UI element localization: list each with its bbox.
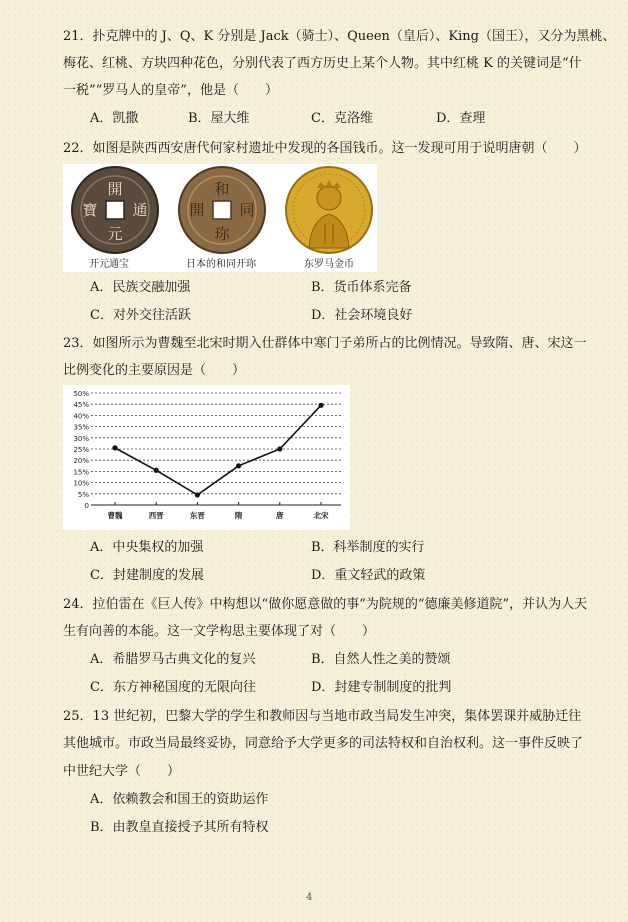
kaiyuan-char-top: 開	[107, 180, 123, 198]
x-tick-label: 曹魏	[107, 511, 123, 520]
q25-stem-line1: 25．13 世纪初，巴黎大学的学生和教师因与当地市政当局发生冲突，集体罢课并威胁迁往	[63, 709, 582, 724]
q25-stem-line3: 中世纪大学（ ）	[63, 764, 181, 779]
series-line	[115, 405, 321, 495]
q23-option-d: D．重文轻武的政策	[311, 568, 426, 583]
q21-stem-line1: 21．扑克牌中的 J、Q、K 分别是 Jack（骑士）、Queen（皇后）、King（国王），又分为黑桃、	[63, 29, 616, 44]
q22-option-c: C．对外交往活跃	[90, 308, 191, 323]
data-point	[195, 492, 200, 497]
data-point	[112, 445, 117, 450]
data-point	[318, 403, 323, 408]
coin-caption-byzantine: 东罗马金币	[304, 259, 354, 270]
q23-option-b: B．科举制度的实行	[311, 540, 425, 555]
coin-figure	[63, 164, 377, 272]
line-chart-panel	[63, 385, 350, 530]
q23-option-a: A．中央集权的加强	[90, 540, 204, 555]
y-tick-label: 20%	[73, 457, 89, 466]
q21-option-d: D．查理	[436, 111, 486, 126]
q24-stem-line1: 24．拉伯雷在《巨人传》中构想以“做你愿意做的事”为院规的“德廉美修道院”，并认为人天	[63, 597, 588, 612]
q24-option-b: B．自然人性之美的赞颂	[311, 652, 451, 667]
q23-option-c: C．封建制度的发展	[90, 568, 204, 583]
x-tick-label: 东晋	[189, 511, 205, 520]
wado-char-left: 開	[189, 201, 205, 219]
data-point	[277, 446, 282, 451]
q22-option-b: B．货币体系完备	[311, 280, 412, 295]
q22-option-d: D．社会环境良好	[311, 308, 413, 323]
data-point	[236, 463, 241, 468]
q24-stem-line2: 生有向善的本能。这一文学构思主要体现了对（ ）	[63, 624, 376, 639]
q22-option-a: A．民族交融加强	[90, 280, 191, 295]
y-tick-label: 25%	[73, 446, 89, 454]
q23-stem-line2: 比例变化的主要原因是（ ）	[63, 363, 246, 378]
q21-option-c: C．克洛维	[311, 111, 373, 126]
q24-option-d: D．封建专制制度的批判	[311, 680, 452, 695]
y-tick-label: 30%	[73, 434, 89, 443]
kaiyuan-char-bottom: 元	[107, 225, 123, 243]
q23-stem-line1: 23．如图所示为曹魏至北宋时期入仕群体中寒门子弟所占的比例情况。导致隋、唐、宋这一	[63, 336, 587, 351]
y-tick-label: 0	[84, 502, 89, 510]
q24-option-a: A．希腊罗马古典文化的复兴	[90, 652, 256, 667]
byzantine-gold-coin	[286, 167, 372, 253]
kaiyuan-coin	[72, 167, 158, 253]
q21-option-b: B．屋大维	[188, 111, 250, 126]
wado-char-bottom: 珎	[214, 225, 230, 243]
q24-option-c: C．东方神秘国度的无限向往	[90, 680, 256, 695]
y-tick-label: 10%	[73, 479, 89, 488]
kaiyuan-char-right: 通	[132, 201, 148, 219]
q21-stem-line2: 梅花、红桃、方块四种花色，分别代表了西方历史上某个人物。其中红桃 K 的关键词是“什	[63, 56, 582, 71]
x-tick-label: 隋	[234, 511, 243, 520]
q25-option-b: B．由教皇直接授予其所有特权	[90, 820, 269, 835]
coin-caption-kaiyuan: 开元通宝	[89, 259, 129, 270]
wado-char-right: 同	[239, 201, 255, 219]
kaiyuan-char-left: 寶	[82, 201, 98, 219]
y-tick-label: 40%	[73, 412, 89, 421]
page-number: 4	[306, 892, 313, 903]
q21-option-a: A．凯撒	[90, 111, 139, 126]
coin-caption-wado: 日本的和同开珎	[186, 259, 256, 270]
line-chart	[63, 385, 350, 530]
x-tick-label: 唐	[276, 511, 284, 520]
data-point	[154, 468, 159, 473]
y-tick-label: 5%	[77, 490, 89, 499]
q25-option-a: A．依赖教会和国王的资助运作	[90, 792, 269, 807]
q22-stem-line1: 22．如图是陕西西安唐代何家村遗址中发现的各国钱币。这一发现可用于说明唐朝（ ）	[63, 141, 587, 156]
q21-stem-line3: 一税”“罗马人的皇帝”，他是（ ）	[63, 83, 278, 98]
wado-char-top: 和	[214, 180, 230, 198]
y-tick-label: 35%	[73, 423, 89, 432]
y-tick-label: 45%	[73, 401, 89, 410]
x-tick-label: 西晋	[148, 511, 164, 520]
coin-illustrations	[63, 164, 377, 256]
x-tick-label: 北宋	[313, 511, 329, 520]
y-tick-label: 15%	[73, 468, 89, 477]
y-tick-label: 50%	[73, 390, 89, 398]
q25-stem-line2: 其他城市。市政当局最终妥协，同意给予大学更多的司法特权和自治权利。这一事件反映了	[63, 736, 584, 751]
wadokaichin-coin	[179, 167, 265, 253]
